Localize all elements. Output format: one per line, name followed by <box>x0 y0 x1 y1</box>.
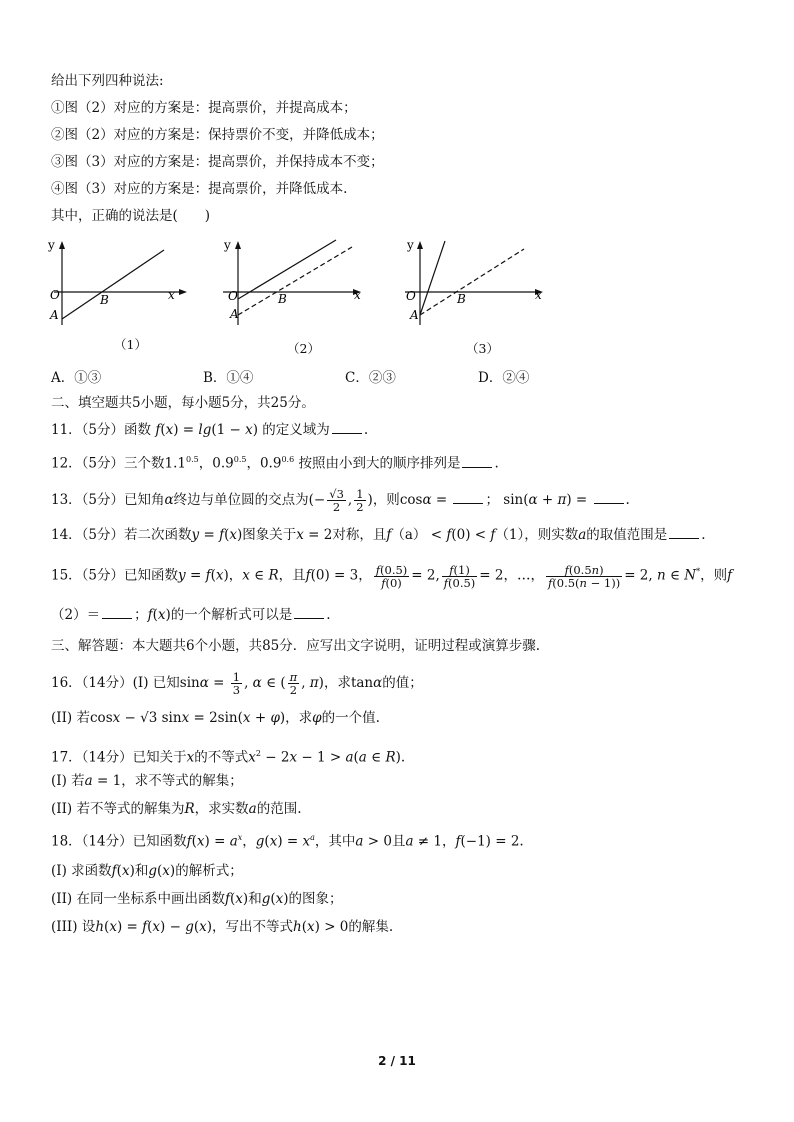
x-axis-label: x <box>354 288 361 302</box>
origin-label: O <box>228 289 238 303</box>
answer-blank[interactable] <box>102 606 132 619</box>
figure-1-caption: （1） <box>114 337 147 352</box>
figure-3-caption: （3） <box>466 341 499 356</box>
question-prompt: 其中，正确的说法是( ) <box>51 208 211 224</box>
answer-blank[interactable] <box>332 421 362 434</box>
question-18: 18．（14分）已知函数$f(x) = a^x$，$g(x) = x^a$，其中a > 0且a ≠ 1，f(−1) = 2. <box>51 833 524 850</box>
section-2-heading: 二、填空题共5小题，每小题5分，共25分。 <box>51 395 315 411</box>
x-axis-label: x <box>168 288 175 302</box>
point-b-label: B <box>278 292 287 306</box>
question-18-part-2: (II) 在同一坐标系中画出函数f(x)和g(x)的图象； <box>51 891 343 907</box>
y-axis-label: y <box>48 238 55 252</box>
question-17-part-1: (I) 若a = 1，求不等式的解集； <box>51 773 243 789</box>
question-18-part-1: (I) 求函数f(x)和g(x)的解析式； <box>51 863 243 879</box>
point-b-label: B <box>100 293 109 307</box>
question-18-part-3: (III) 设h(x) = f(x) − g(x)，写出不等式h(x) > 0的解集. <box>51 919 394 935</box>
intro-stem: 给出下列四种说法: <box>51 73 164 89</box>
section-3-heading: 三、解答题：本大题共6个小题，共85分．应写出文字说明，证明过程或演算步骤. <box>51 638 541 654</box>
answer-blank[interactable] <box>669 526 699 539</box>
question-14: 14．（5分）若二次函数y = f(x)图象关于x = 2对称，且f（a） < f(0) < f（1），则实数a的取值范围是 . <box>51 527 706 543</box>
question-15-continued: （2）＝ ；f(x)的一个解析式可以是 . <box>51 607 331 623</box>
page-number: 2 / 11 <box>378 1054 416 1068</box>
statement-1: ①图（2）对应的方案是：提高票价，并提高成本； <box>51 100 357 116</box>
question-17: 17．（14分）已知关于x的不等式$x^2 - 2x - 1 > a(a$ ∈ R). <box>51 749 406 766</box>
question-11: 11．（5分）函数 f(x) = lg(1 − x) 的定义域为 . <box>51 422 369 438</box>
figure-2-caption: （2） <box>287 341 320 356</box>
point-a-label: A <box>230 307 239 321</box>
answer-blank[interactable] <box>594 491 624 504</box>
origin-label: O <box>406 289 416 303</box>
question-16-part-1: 16．（14分）(I) 已知sinα = $\frac{1}{3}$ , α ∈ ( $\frac{\pi}{2}$ , π)，求tanα的值； <box>51 670 423 697</box>
choice-a[interactable]: A．①③ <box>51 370 102 386</box>
answer-blank[interactable] <box>294 606 324 619</box>
statement-4: ④图（3）对应的方案是：提高票价，并降低成本. <box>51 181 348 197</box>
y-axis-label: y <box>407 238 414 252</box>
question-16-part-2: (II) 若cosx − √3 sinx = 2sin(x + φ)，求φ的一个值. <box>51 710 380 726</box>
point-a-label: A <box>410 308 419 322</box>
figure-3 <box>400 235 550 335</box>
y-axis-label: y <box>224 238 231 252</box>
statement-3: ③图（3）对应的方案是：提高票价，并保持成本不变； <box>51 154 384 170</box>
question-15: 15．（5分）已知函数y = f(x)，x ∈ R，且f(0) = 3， $\frac{f(0.5)}{f(0)}$ = 2, $\frac{f(1)}{f(0.5)}$ = 2，…， $\frac{f(0.5n)}{f(0.5(n - 1))}$ = 2, n ∈ N*，则f <box>51 562 733 590</box>
answer-blank[interactable] <box>453 491 483 504</box>
point-b-label: B <box>457 292 466 306</box>
statement-2: ②图（2）对应的方案是：保持票价不变，并降低成本； <box>51 127 384 143</box>
origin-label: O <box>50 288 60 302</box>
figure-1 <box>42 235 192 335</box>
question-17-part-2: (II) 若不等式的解集为R，求实数a的范围. <box>51 801 302 817</box>
choice-b[interactable]: B．①④ <box>203 370 254 386</box>
figure-2 <box>218 235 368 335</box>
point-a-label: A <box>50 308 59 322</box>
choice-d[interactable]: D．②④ <box>478 370 530 386</box>
answer-blank[interactable] <box>462 455 492 468</box>
choice-c[interactable]: C．②③ <box>345 370 396 386</box>
question-13: 13．（5分）已知角α终边与单位圆的交点为(− $\frac{√3}{2}$ , $\frac{1}{2}$ )，则cosα = ； sin(α + π) = . <box>51 487 630 514</box>
question-12: 12．（5分）三个数$1.1^{0.5}$，$0.9^{0.5}$，$0.9^{0.6}$ 按照由小到大的顺序排列是 . <box>51 455 499 472</box>
x-axis-label: x <box>535 288 542 302</box>
